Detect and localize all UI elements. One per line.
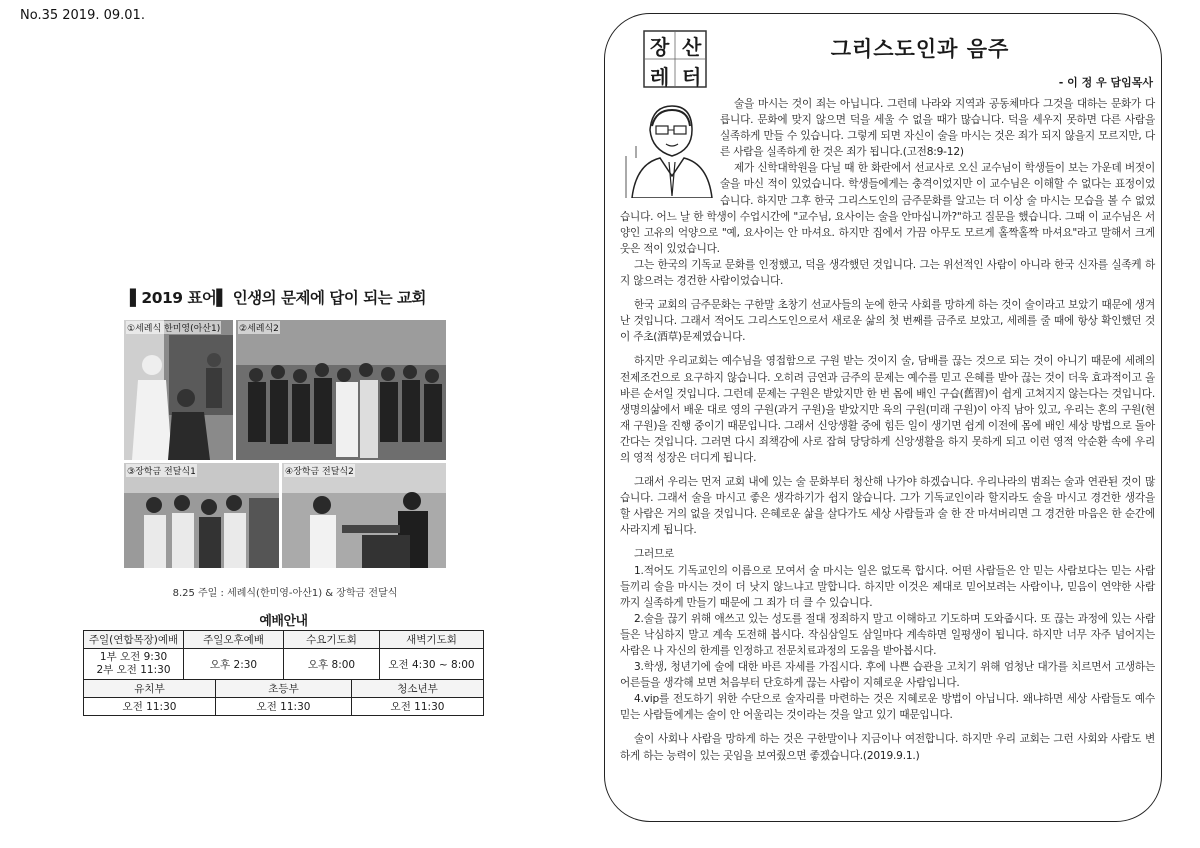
table-header: 주일(연합목장)예배 [84, 631, 184, 649]
stamp-char: 장 [650, 35, 670, 59]
list-item: 2.술을 끊기 위해 애쓰고 있는 성도를 절대 정죄하지 말고 이해하고 기도하며 도와줍시다. 또 끊는 과정에 있는 사람들은 낙심하지 말고 계속 도전해 봅시다. 작심삼일도 삼일마다 계속하면 일평생이 됩니다. 하지만 너무 자주 넘어지는 사람은 나 자신의 한계를 인정하고 전문치료과정의 도움을 받아봅시다. [620, 612, 1155, 657]
table-cell: 오후 8:00 [284, 649, 380, 680]
table-cell: 오전 11:30 [352, 698, 484, 716]
motto-text: 인생의 문제에 답이 되는 교회 [232, 289, 426, 307]
motto-title [130, 286, 470, 308]
column-stamp [640, 27, 710, 91]
table-cell [84, 649, 184, 680]
issue-number: No.35 2019. 09.01. [20, 8, 145, 23]
table-cell: 오전 4:30 ~ 8:00 [380, 649, 484, 680]
sunday-service-1: 1부 오전 9:30 [99, 651, 168, 663]
paragraph: 그는 한국의 기독교 문화를 인정했고, 덕을 생각했던 것입니다. 그는 위선적인 사람이 아니라 한국 신자를 실족케 하지 않으려는 경건한 사람이었습니다. [620, 258, 1155, 288]
sunday-service-2: 2부 오전 11:30 [96, 664, 171, 676]
worship-schedule [83, 610, 484, 716]
column-author: - 이 정 우 담임목사 [1058, 76, 1153, 89]
table-header: 주일오후예배 [184, 631, 284, 649]
photo-collage [124, 320, 446, 568]
table-cell: 오후 2:30 [184, 649, 284, 680]
photo-label: ④장학금 전달식2 [284, 464, 355, 477]
stamp-char: 터 [682, 65, 702, 89]
paragraph: 제가 신학대학원을 다닐 때 한 화란에서 선교사로 오신 교수님이 학생들이 보는 가운데 버젓이 술을 마신 적이 있었습니다. 학생들에게는 충격이었지만 이 교수님은 이해할 수 없다는 표정이었습니다. 하지만 그후 한국 그리스도인의 금주문화를 알고는 더 이상 술 마시는 모습을 볼 수 없었습니다. 어느 날 한 학생이 수업시간에 "교수님, 요사이는 술을 안마십니까?"하고 질문을 했습니다. 그때 이 교수님은 서양인 고유의 억양으로 "예, 요사이는 안 마셔요. 하지만 집에서 가끔 아무도 모르게 홀짝홀짝 마셔요"라고 말해서 크게 웃은 적이 있었습니다. [620, 162, 1155, 255]
paragraph: 술이 사회나 사람을 망하게 하는 것은 구한말이나 지금이나 여전합니다. 하지만 우리 교회는 그런 사회와 사람도 변하게 하는 능력이 있는 곳임을 보여줬으면 좋겠습니다.(2019.9.1.) [620, 733, 1155, 762]
photo-scholarship-2 [282, 463, 446, 568]
paragraph: 술을 마시는 것이 죄는 아닙니다. 그런데 나라와 지역과 공동체마다 그것을 대하는 문화가 다릅니다. 문화에 맞지 않으면 덕을 세울 수 없을 때가 많습니다. 덕을 세우지 못하면 다른 사람을 실족하게 만들 수 있습니다. 그렇게 되면 자신이 술을 마시는 것은 죄가 되지 않을지 모르지만, 다른 사람을 실족하게 한 것은 죄가 됩니다.(고전8:9-12) [720, 98, 1155, 159]
photo-caption: 8.25 주일 : 세례식(한미영-아산1) & 장학금 전달식 [172, 588, 398, 599]
list-item: 1.적어도 기독교인의 이름으로 모여서 술 마시는 일은 없도록 합시다. 어떤 사람들은 안 믿는 사람보다는 믿는 사람들끼리 술을 마시는 것이 더 낫지 않느냐고 말합니다. 하지만 이것은 제대로 믿어보려는 사람이나, 믿음이 연약한 사람까지 실족하게 만들기 때문에 그 죄가 더 클 수 있습니다. [620, 564, 1155, 609]
table-cell: 오전 11:30 [216, 698, 352, 716]
table-header: 수요기도회 [284, 631, 380, 649]
paragraph: 하지만 우리교회는 예수님을 영접함으로 구원 받는 것이지 술, 담배를 끊는 것으로 되는 것이 아니기 때문에 세례의 전제조건으로 요구하지 않습니다. 오히려 금연과 금주의 문제는 예수를 믿고 은혜를 받아 끊는 것이 더욱 효과적이고 올바른 순서일 것입니다. 그런데 문제는 구원은 받았지만 한 번 몸에 배인 구습(舊習)이 쉽게 고쳐지지 않는다는 것입니다. 생명의삶에서 배운 대로 영의 구원(과거 구원)을 받았지만 육의 구원(미래 구원)이 아직 남아 있고, 우리는 혼의 구원(현재 구원)을 진행 중이기 때문입니다. 그래서 신앙생활 중에 힘든 일이 생기면 쉽게 이전에 몸에 배인 세상 방법으로 돌아간다는 것입니다. 그러면 다시 죄책감에 사로 잡혀 당당하게 신앙생활을 하지 못하게 되고 이런 영적 악순환 속에 우리의 영적 성장은 더디게 됩니다. [620, 355, 1155, 464]
photo-label: ②세례식2 [238, 321, 280, 334]
motto-year-label: ▌2019 표어▌ [130, 289, 228, 307]
column-body [620, 96, 1155, 764]
paragraph: 한국 교회의 금주문화는 구한말 초창기 선교사들의 눈에 한국 사회를 망하게 하는 것이 술이라고 보았기 때문에 생겨난 것입니다. 그래서 적어도 그리스도인으로서 새로운 삶의 첫 번째를 금주로 보았고, 세례를 줄 때에 항상 확인했던 것이 주초(酒草)문제였습니다. [620, 299, 1155, 344]
table-cell: 오전 11:30 [84, 698, 216, 716]
school-table [83, 679, 484, 716]
list-item: 3.학생, 청년기에 술에 대한 바른 자세를 가집시다. 후에 나쁜 습관을 고치기 위해 엄청난 대가를 치르면서 고생하는 어른들을 생각해 보면 처음부터 단호하게 끊는 사람이 지혜로운 사람입니다. [620, 661, 1155, 690]
photo-label: ①세례식 한미영(아산1) [126, 321, 221, 334]
table-header: 청소년부 [352, 680, 484, 698]
paragraph: 그래서 우리는 먼저 교회 내에 있는 술 문화부터 청산해 나가야 하겠습니다. 우리나라의 범죄는 술과 연관된 것이 많습니다. 그래서 술을 마시고 좋은 생각하기가 쉽지 않습니다. 그가 기독교인이라 할지라도 술을 마시고 경건한 생각을 할 사람은 거의 없을 것입니다. 은혜로운 삶을 살다가도 세상 사람들과 술 한 잔 마셔버리면 그 경건한 마음은 한 순간에 사라지게 됩니다. [620, 476, 1155, 537]
worship-table [83, 630, 484, 680]
stamp-char: 레 [650, 65, 670, 89]
column-title: 그리스도인과 음주 [830, 37, 1010, 61]
paragraph: 그러므로 [634, 548, 675, 561]
photo-baptism-2 [236, 320, 446, 460]
photo-label: ③장학금 전달식1 [126, 464, 197, 477]
worship-title: 예배안내 [259, 614, 308, 629]
table-header: 초등부 [216, 680, 352, 698]
list-item: 4.vip를 전도하기 위한 수단으로 술자리를 마련하는 것은 지혜로운 방법이 아닙니다. 왜냐하면 세상 사람들도 예수 믿는 사람들에게는 술이 안 어울리는 것이라는 것을 알고 있기 때문입니다. [620, 693, 1155, 722]
table-header: 새벽기도회 [380, 631, 484, 649]
table-header: 유치부 [84, 680, 216, 698]
stamp-char: 산 [682, 35, 702, 59]
photo-scholarship-1 [124, 463, 279, 568]
photo-baptism-1 [124, 320, 233, 460]
